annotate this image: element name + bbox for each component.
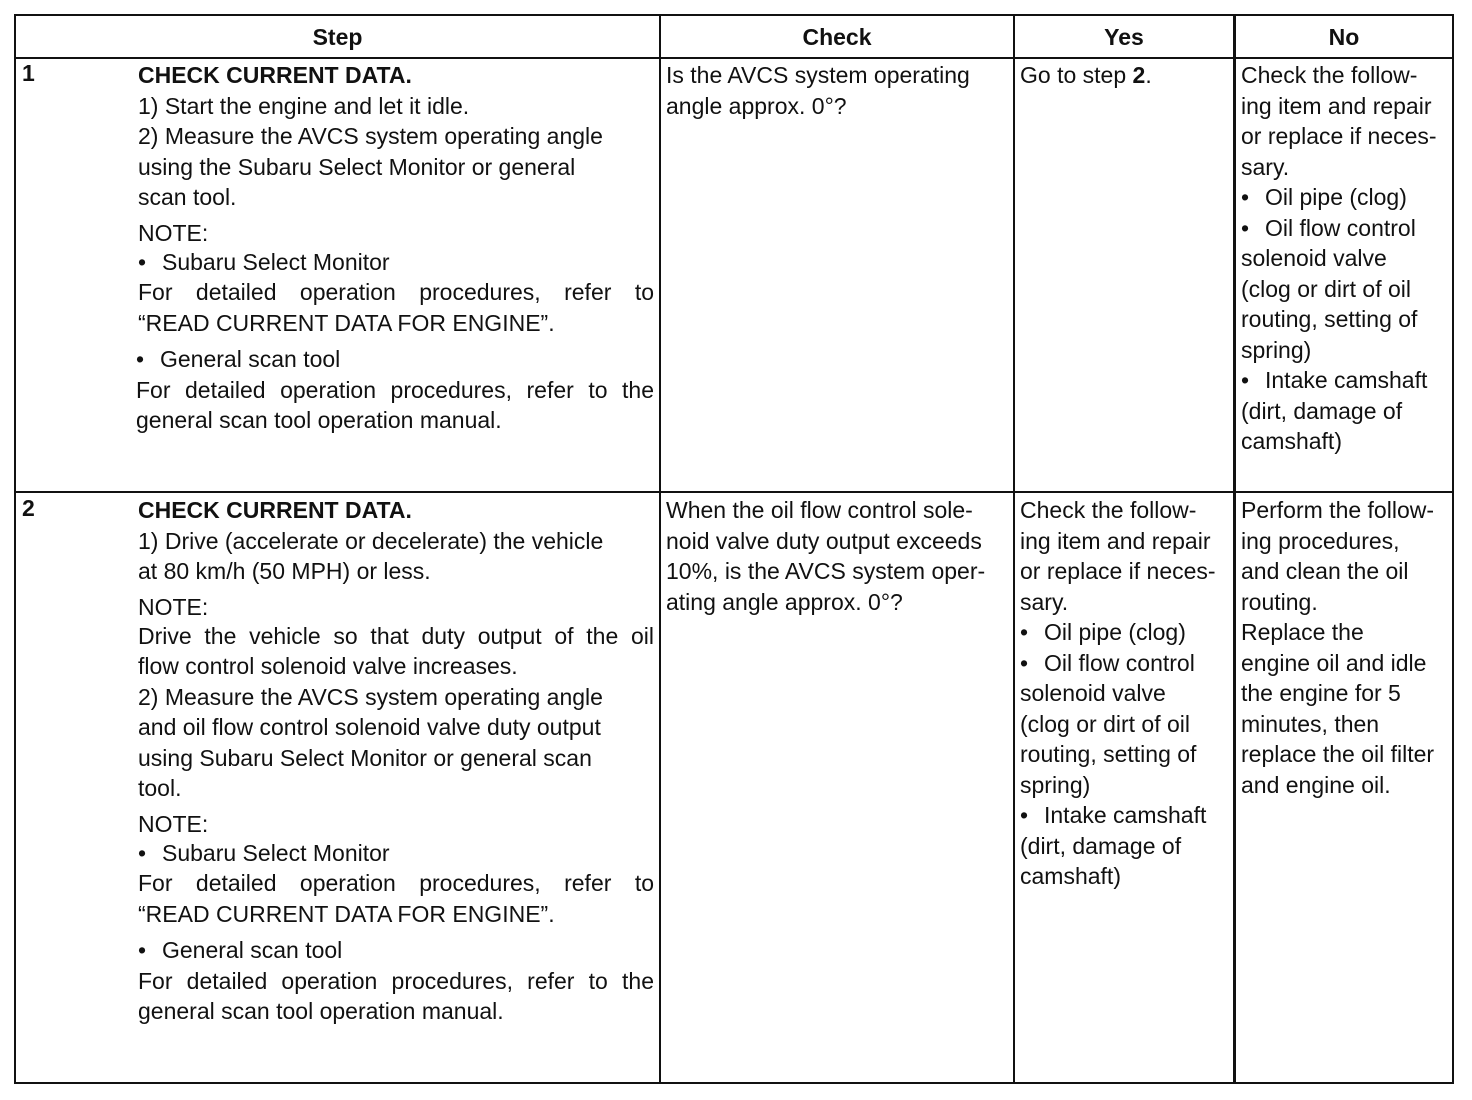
header-step: Step	[312, 24, 363, 50]
step-line: using Subaru Select Monitor or general scan	[138, 744, 592, 771]
step-line: 1) Start the engine and let it idle.	[138, 92, 470, 119]
yes-line: sary.	[1020, 588, 1069, 615]
step-line: flow control solenoid valve increases.	[138, 653, 518, 679]
step-line: general scan tool operation manual.	[138, 998, 504, 1024]
bullet-item: • General scan tool	[136, 344, 654, 375]
step-line: “READ CURRENT DATA FOR ENGINE”.	[138, 309, 555, 336]
step-line: For detailed operation procedures, refer to	[138, 279, 654, 305]
bullet-item: • Intake camshaft	[1241, 365, 1451, 396]
yes-action	[1020, 495, 1232, 892]
bullet-item: • Intake camshaft	[1020, 800, 1232, 831]
no-line: Replace the	[1241, 619, 1364, 645]
step-line: scan tool.	[138, 184, 237, 210]
yes-suffix: .	[1145, 62, 1152, 88]
yes-line: or replace if neces-	[1020, 558, 1216, 584]
yes-step-link: 2	[1132, 62, 1146, 88]
diagnostic-table	[14, 14, 1454, 1084]
step-description	[138, 60, 654, 436]
header-no: No	[1328, 24, 1360, 50]
step-line: at 80 km/h (50 MPH) or less.	[138, 558, 431, 584]
check-line: angle approx. 0°?	[666, 92, 847, 119]
check-question	[666, 60, 1011, 121]
step-description	[138, 495, 654, 1027]
no-line: and engine oil.	[1241, 771, 1391, 798]
no-line: the engine for 5	[1241, 680, 1401, 706]
no-line: sary.	[1241, 153, 1290, 180]
check-line: noid valve duty output exceeds	[666, 527, 982, 554]
column-divider	[1233, 16, 1236, 1082]
no-line: engine oil and idle	[1241, 649, 1427, 676]
check-line: 10%, is the AVCS system oper-	[666, 558, 986, 584]
bullet-item: • General scan tool	[138, 935, 654, 966]
step-line: tool.	[138, 775, 182, 801]
yes-line: (clog or dirt of oil	[1020, 710, 1191, 737]
note-label: NOTE:	[138, 219, 209, 246]
no-line: or replace if neces-	[1241, 123, 1437, 149]
no-line: solenoid valve	[1241, 245, 1387, 271]
note-label: NOTE:	[138, 593, 209, 620]
yes-line: Check the follow-	[1020, 497, 1197, 523]
yes-prefix: Go to step	[1020, 62, 1133, 88]
step-title: CHECK CURRENT DATA.	[138, 497, 412, 523]
step-line: and oil flow control solenoid valve duty output	[138, 714, 601, 740]
no-line: replace the oil filter	[1241, 741, 1435, 767]
bullet-item: • Oil flow control	[1020, 648, 1232, 679]
no-line: Perform the follow-	[1241, 497, 1435, 523]
yes-line: solenoid valve	[1020, 680, 1166, 706]
check-line: ating angle approx. 0°?	[666, 588, 903, 615]
no-line: Check the follow-	[1241, 62, 1418, 88]
header-yes: Yes	[1104, 24, 1144, 50]
check-line: Is the AVCS system operating	[666, 62, 970, 88]
step-line: 1) Drive (accelerate or decelerate) the vehicle	[138, 527, 604, 554]
bullet-item: • Subaru Select Monitor	[138, 838, 654, 869]
no-line: (dirt, damage of	[1241, 397, 1403, 424]
step-number: 1	[22, 60, 35, 86]
bullet-item: • Oil pipe (clog)	[1020, 617, 1232, 648]
yes-line: routing, setting of	[1020, 741, 1197, 767]
yes-line: spring)	[1020, 771, 1091, 798]
no-line: minutes, then	[1241, 710, 1380, 737]
header-check: Check	[802, 24, 872, 50]
no-line: routing.	[1241, 588, 1318, 615]
no-action	[1241, 60, 1451, 457]
bullet-item: • Oil flow control	[1241, 213, 1451, 244]
yes-line: (dirt, damage of	[1020, 832, 1182, 859]
yes-line	[1020, 60, 1230, 91]
step-line: For detailed operation procedures, refer to the	[136, 376, 654, 403]
column-divider	[659, 16, 661, 1082]
no-line: ing item and repair	[1241, 92, 1432, 119]
bullet-item: • Subaru Select Monitor	[138, 247, 654, 278]
yes-action	[1020, 60, 1230, 91]
step-line: For detailed operation procedures, refer to	[138, 870, 654, 896]
step-line: 2) Measure the AVCS system operating angle	[138, 123, 603, 149]
no-line: (clog or dirt of oil	[1241, 275, 1412, 302]
no-line: and clean the oil	[1241, 558, 1409, 584]
bullet-item: • Oil pipe (clog)	[1241, 182, 1451, 213]
step-line: “READ CURRENT DATA FOR ENGINE”.	[138, 900, 555, 927]
yes-line: camshaft)	[1020, 863, 1121, 889]
check-line: When the oil flow control sole-	[666, 497, 973, 523]
no-line: ing procedures,	[1241, 527, 1400, 554]
no-line: spring)	[1241, 336, 1312, 363]
step-number: 2	[22, 495, 35, 521]
step-line: general scan tool operation manual.	[136, 407, 502, 433]
note-label: NOTE:	[138, 810, 209, 837]
row-divider	[16, 491, 1452, 493]
column-divider	[1013, 16, 1015, 1082]
check-question	[666, 495, 1011, 617]
no-line: routing, setting of	[1241, 306, 1418, 332]
step-line: 2) Measure the AVCS system operating angle	[138, 683, 603, 710]
step-line: using the Subaru Select Monitor or general	[138, 153, 576, 180]
step-title: CHECK CURRENT DATA.	[138, 62, 412, 88]
yes-line: ing item and repair	[1020, 527, 1211, 554]
step-line: Drive the vehicle so that duty output of the oil	[138, 622, 654, 649]
step-line: For detailed operation procedures, refer to the	[138, 967, 654, 994]
no-line: camshaft)	[1241, 428, 1342, 454]
no-action	[1241, 495, 1451, 800]
